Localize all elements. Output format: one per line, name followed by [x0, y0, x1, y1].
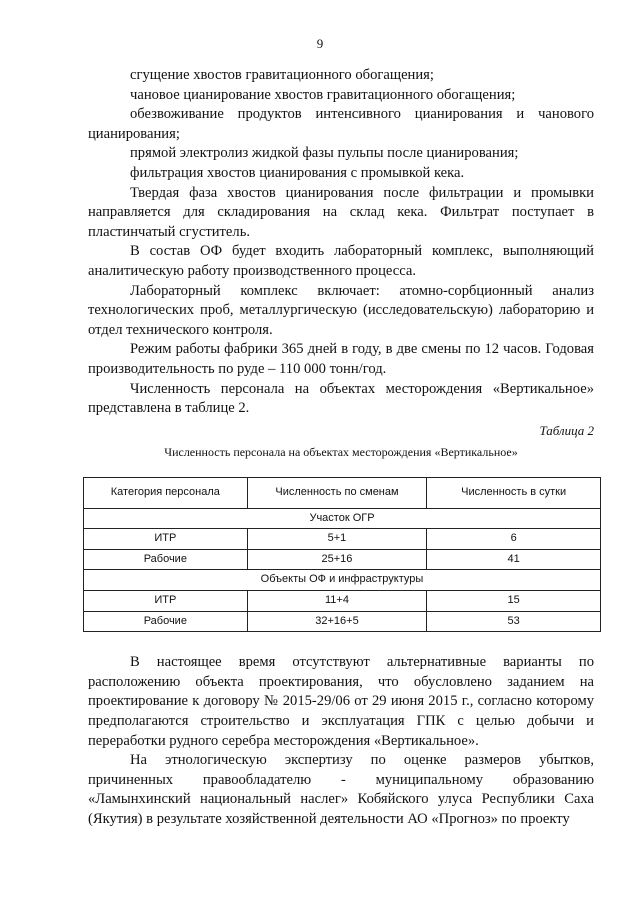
- table-cell: Рабочие: [84, 611, 248, 632]
- table-row: [84, 549, 601, 570]
- paragraph: сгущение хвостов гравитационного обогащения;: [130, 67, 434, 83]
- staff-table: [83, 477, 601, 633]
- column-header: Численность по сменам: [247, 477, 427, 508]
- table-section-row: [84, 570, 601, 591]
- table-header-row: [84, 477, 601, 508]
- column-header: Численность в сутки: [427, 477, 601, 508]
- table-cell: 11+4: [247, 591, 427, 612]
- section-title: Участок ОГР: [84, 508, 601, 529]
- closing-text: [88, 653, 594, 829]
- table-cell: 15: [427, 591, 601, 612]
- table-cell: ИТР: [84, 529, 248, 550]
- table-cell: 41: [427, 549, 601, 570]
- table-label: Таблица 2: [539, 422, 594, 438]
- paragraph: фильтрация хвостов цианирования с промывкой кека.: [130, 164, 465, 181]
- paragraph: чановое цианирование хвостов гравитационного обогащения;: [130, 86, 516, 103]
- paragraph: В состав ОФ будет входить лабораторный комплекс, выполняющий аналитическую работу производственного процесса.: [88, 243, 594, 279]
- paragraph: обезвоживание продуктов интенсивного цианирования и чанового цианирования;: [88, 106, 594, 142]
- table-cell: 5+1: [247, 529, 427, 550]
- table-row: [84, 591, 601, 612]
- paragraph: На этнологическую экспертизу по оценке размеров убытков, причиненных правообладателю - муниципальному образованию «Ламынхинский национальный наслег» Кобяйского улуса Республики Саха (Якутия) в результате хозяйственной деятельности АО «Прогноз» по проекту: [88, 752, 594, 827]
- table-cell: 25+16: [247, 549, 427, 570]
- page-number: 9: [316, 36, 324, 51]
- paragraph: Лабораторный комплекс включает: атомно-сорбционный анализ технологических проб, металлургическую (исследовательскую) лабораторию и отдел технического контроля.: [88, 282, 594, 338]
- table-row: [84, 611, 601, 632]
- document-body: [88, 66, 594, 830]
- table-row: [84, 529, 601, 550]
- paragraph: Режим работы фабрики 365 дней в году, в две смены по 12 часов. Годовая производительность по руде – 110 000 тонн/год.: [88, 341, 594, 377]
- table-cell: ИТР: [84, 591, 248, 612]
- table-cell: 6: [427, 529, 601, 550]
- paragraph: прямой электролиз жидкой фазы пульпы после цианирования;: [130, 145, 519, 162]
- table-cell: 53: [427, 611, 601, 632]
- section-title: Объекты ОФ и инфраструктуры: [84, 570, 601, 591]
- paragraph: В настоящее время отсутствуют альтернативные варианты по расположению объекта проектирования, что обусловлено заданием на проектирование к договору № 2015-29/06 от 29 июня 2015 г., согласно которому предполагаются строительство и эксплуатация ГПК с целью добычи и переработки рудного серебра месторождения «Вертикальное».: [88, 654, 594, 749]
- table-section-row: [84, 508, 601, 529]
- column-header: Категория персонала: [84, 477, 248, 508]
- table-cell: Рабочие: [84, 549, 248, 570]
- paragraph: Твердая фаза хвостов цианирования после фильтрации и промывки направляется для складирования на склад кека. Фильтрат поступает в пластинчатый сгуститель.: [88, 184, 594, 240]
- paragraph: Численность персонала на объектах месторождения «Вертикальное» представлена в таблице 2.: [88, 380, 594, 417]
- table-cell: 32+16+5: [247, 611, 427, 632]
- table-caption: Численность персонала на объектах месторождения «Вертикальное»: [164, 444, 518, 459]
